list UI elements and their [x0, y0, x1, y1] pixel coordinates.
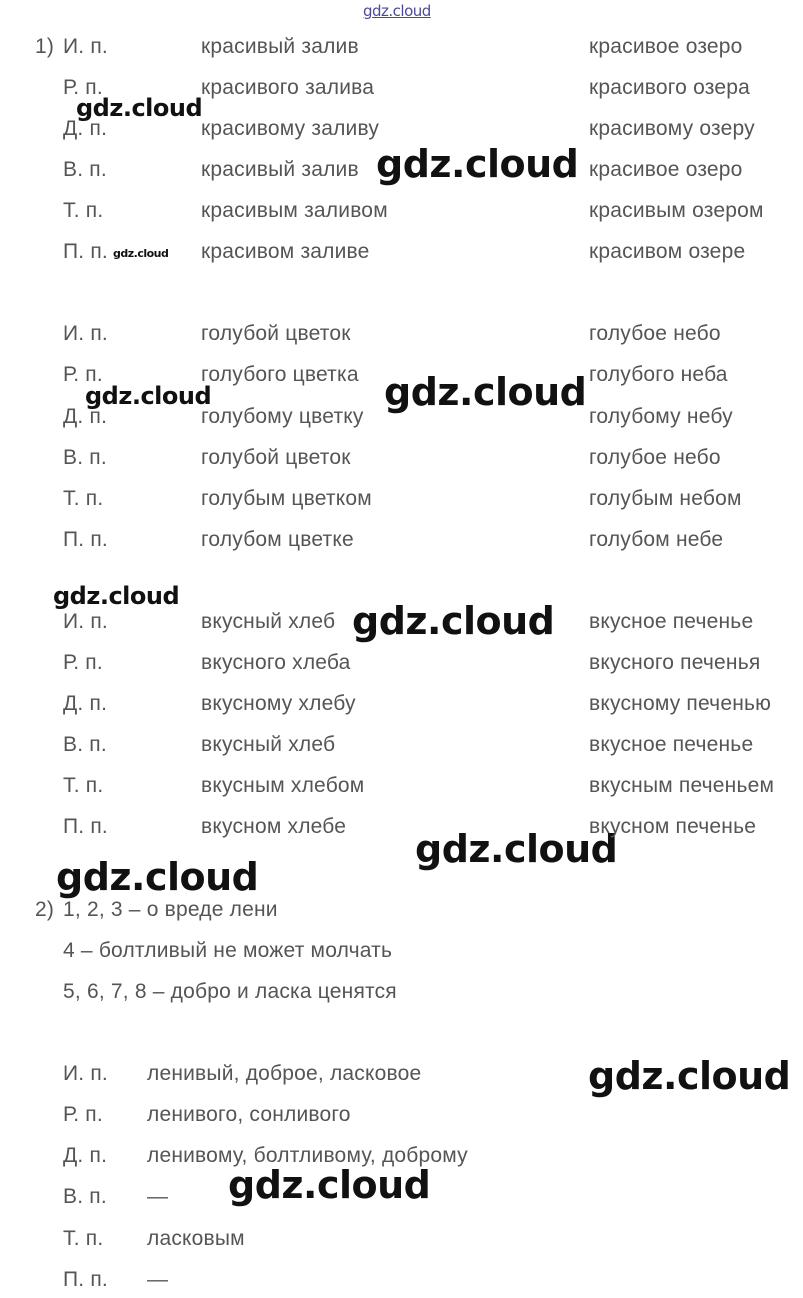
word-form: вкусное печенье: [589, 610, 754, 633]
case-label: В. п.: [63, 158, 107, 181]
watermark: gdz.cloud: [376, 142, 579, 186]
case-label: Т. п.: [63, 487, 104, 510]
task-number: 2): [35, 898, 55, 921]
word-form: голубом небе: [589, 528, 724, 551]
word-form: голубой цветок: [201, 446, 351, 469]
case-value: ленивого, сонливого: [147, 1103, 351, 1126]
watermark: gdz.cloud: [352, 599, 555, 643]
word-form: голубом цветке: [201, 528, 354, 551]
watermark: gdz.cloud: [363, 2, 431, 20]
case-value: ленивый, доброе, ласковое: [147, 1062, 422, 1085]
case-value: —: [147, 1185, 169, 1208]
word-form: вкусному печенью: [589, 692, 772, 715]
watermark: gdz.cloud: [56, 855, 259, 899]
case-value: —: [147, 1268, 169, 1291]
case-label: П. п.: [63, 1268, 108, 1291]
word-form: красивое озеро: [589, 158, 743, 181]
case-label: В. п.: [63, 733, 107, 756]
case-label: Д. п.: [63, 692, 108, 715]
word-form: голубому цветку: [201, 405, 364, 428]
watermark: gdz.cloud: [113, 247, 169, 260]
word-form: красивый залив: [201, 158, 359, 181]
case-label: В. п.: [63, 1185, 107, 1208]
task-number: 1): [35, 35, 55, 58]
word-form: вкусного печенья: [589, 651, 761, 674]
watermark: gdz.cloud: [85, 382, 212, 410]
word-form: вкусном печенье: [589, 815, 757, 838]
answer-line: 1, 2, 3 – о вреде лени: [63, 898, 278, 921]
word-form: голубое небо: [589, 322, 721, 345]
word-form: голубого неба: [589, 363, 728, 386]
case-label: П. п.: [63, 528, 108, 551]
word-form: красивое озеро: [589, 35, 743, 58]
case-label: В. п.: [63, 446, 107, 469]
word-form: голубым цветком: [201, 487, 372, 510]
case-label: И. п.: [63, 35, 108, 58]
word-form: красивый залив: [201, 35, 359, 58]
case-label: Д. п.: [63, 405, 108, 428]
case-label: Р. п.: [63, 651, 103, 674]
watermark: gdz.cloud: [384, 370, 587, 414]
case-label: П. п.: [63, 815, 108, 838]
word-form: вкусным печеньем: [589, 774, 775, 797]
case-value: ленивому, болтливому, доброму: [147, 1144, 468, 1167]
word-form: голубым небом: [589, 487, 742, 510]
case-label: Р. п.: [63, 1103, 103, 1126]
word-form: вкусный хлеб: [201, 610, 336, 633]
word-form: красивом заливе: [201, 240, 370, 263]
case-label: И. п.: [63, 610, 108, 633]
answer-line: 5, 6, 7, 8 – добро и ласка ценятся: [63, 980, 397, 1003]
word-form: красивым озером: [589, 199, 764, 222]
answer-line: 4 – болтливый не может молчать: [63, 939, 393, 962]
case-label: Д. п.: [63, 117, 108, 140]
word-form: красивого озера: [589, 76, 750, 99]
case-label: Р. п.: [63, 76, 103, 99]
watermark: gdz.cloud: [53, 582, 180, 610]
case-label: Т. п.: [63, 1227, 104, 1250]
case-label: Т. п.: [63, 774, 104, 797]
word-form: голубому небу: [589, 405, 733, 428]
case-label: Д. п.: [63, 1144, 108, 1167]
case-label: Т. п.: [63, 199, 104, 222]
watermark: gdz.cloud: [228, 1163, 431, 1207]
word-form: красивым заливом: [201, 199, 388, 222]
word-form: вкусный хлеб: [201, 733, 336, 756]
case-label: И. п.: [63, 1062, 108, 1085]
case-label: Р. п.: [63, 363, 103, 386]
word-form: голубого цветка: [201, 363, 359, 386]
watermark: gdz.cloud: [588, 1054, 791, 1098]
word-form: вкусном хлебе: [201, 815, 347, 838]
watermark: gdz.cloud: [76, 94, 203, 122]
word-form: вкусного хлеба: [201, 651, 351, 674]
watermark: gdz.cloud: [415, 827, 618, 871]
case-label: П. п.: [63, 240, 108, 263]
case-label: И. п.: [63, 322, 108, 345]
word-form: вкусному хлебу: [201, 692, 356, 715]
word-form: красивому заливу: [201, 117, 380, 140]
word-form: голубое небо: [589, 446, 721, 469]
word-form: вкусным хлебом: [201, 774, 365, 797]
word-form: красивого залива: [201, 76, 375, 99]
word-form: голубой цветок: [201, 322, 351, 345]
word-form: красивом озере: [589, 240, 746, 263]
word-form: вкусное печенье: [589, 733, 754, 756]
word-form: красивому озеру: [589, 117, 755, 140]
case-value: ласковым: [147, 1227, 245, 1250]
